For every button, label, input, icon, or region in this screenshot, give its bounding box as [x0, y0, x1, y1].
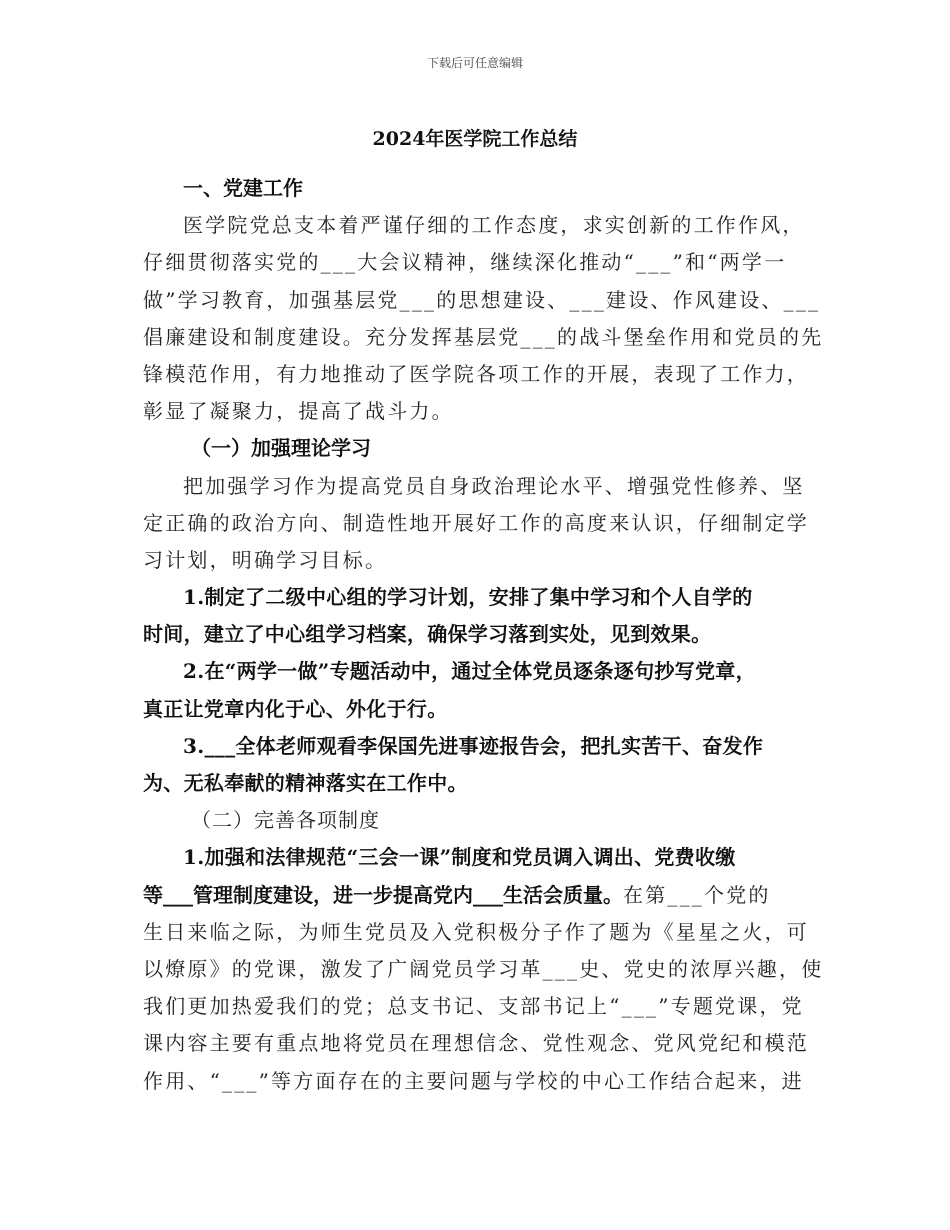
paragraph-line: 医学院党总支本着严谨仔细的工作态度，求实创新的工作作风，	[183, 213, 805, 238]
list-item-line: 真正让党章内化于心、外化于行。	[143, 696, 448, 721]
paragraph-line: 以燎原》的党课，激发了广阔党员学习革___史、党史的浓厚兴趣，使	[143, 956, 824, 981]
subsection-heading-theory-study: （一）加强理论学习	[191, 436, 371, 461]
paragraph-line: 生日来临之际，为师生党员及入党积极分子作了题为《星星之火，可	[143, 919, 809, 944]
section-heading-party-building: 一、党建工作	[183, 176, 303, 200]
list-item-line: 时间，建立了中心组学习档案，确保学习落到实处，见到效果。	[143, 622, 712, 647]
paragraph-line: 习计划，明确学习目标。	[143, 547, 388, 572]
paragraph-line: 锋模范作用，有力地推动了医学院各项工作的开展，表现了工作力，	[143, 361, 809, 386]
list-item-bold-part: 等___管理制度建设，进一步提高党内___生活会质量。	[143, 882, 623, 907]
list-item-line: 1.制定了二级中心组的学习计划，安排了集中学习和个人自学的	[183, 585, 753, 610]
paragraph-line: 我们更加热爱我们的党；总支书记、支部书记上“___”专题党课，党	[143, 994, 804, 1019]
document-body	[143, 170, 823, 1100]
paragraph-normal-part: 在第___个党的	[623, 882, 771, 907]
list-item-line: 2.在“两学一做”专题活动中，通过全体党员逐条逐句抄写党章，	[183, 659, 756, 684]
paragraph-line: 倡廉建设和制度建设。充分发挥基层党___的战斗堡垒作用和党员的先	[143, 324, 824, 349]
paragraph-line: 做”学习教育，加强基层党___的思想建设、___建设、作风建设、___	[143, 287, 821, 312]
paragraph-line: 定正确的政治方向、制造性地开展好工作的高度来认识，仔细制定学	[143, 510, 809, 535]
header-note: 下载后可任意编辑	[426, 56, 523, 70]
paragraph-line: 把加强学习作为提高党员自身政治理论水平、增强党性修养、坚	[183, 473, 805, 498]
list-item-line: 为、无私奉献的精神落实在工作中。	[143, 771, 468, 795]
page-title: 2024年医学院工作总结	[372, 128, 578, 150]
list-item-line: 3.___全体老师观看李保国先进事迹报告会，把扎实苦干、奋发作	[183, 733, 764, 758]
paragraph-line: 课内容主要有重点地将党员在理想信念、党性观念、党风党纪和模范	[143, 1031, 809, 1056]
mixed-line	[143, 877, 823, 914]
paragraph-line: 作用、“___”等方面存在的主要问题与学校的中心工作结合起来，进	[143, 1068, 804, 1093]
list-item-line: 1.加强和法律规范“三会一课”制度和党员调入调出、党费收缴	[183, 845, 736, 870]
paragraph-line: 彰显了凝聚力，提高了战斗力。	[143, 399, 454, 424]
subsection-heading-systems: （二）完善各项制度	[191, 808, 380, 833]
paragraph-line: 仔细贯彻落实党的___大会议精神，继续深化推动“___”和“两学一	[143, 250, 787, 275]
